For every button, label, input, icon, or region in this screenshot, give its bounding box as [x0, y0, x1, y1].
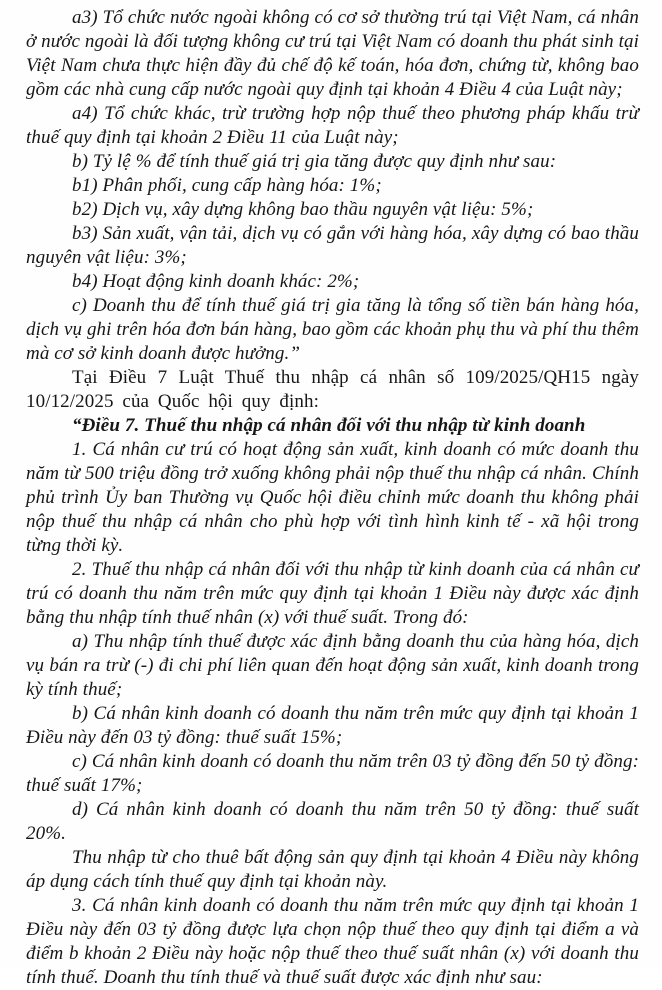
paragraph-b4: b4) Hoạt động kinh doanh khác: 2%;: [72, 271, 360, 292]
paragraph-khoan-2: 2. Thuế thu nhập cá nhân đối với thu nhập từ kinh doanh của cá nhân cư trú có doanh thu năm trên mức quy định tại khoản 1 Điều này được xác định bằng thu nhập tính thuế nhân (x) với thuế suất. Trong đó:: [26, 559, 639, 628]
paragraph-khoan-2a: a) Thu nhập tính thuế được xác định bằng doanh thu của hàng hóa, dịch vụ bán ra trừ (-) đi chi phí liên quan đến hoạt động sản xuất, kinh doanh trong kỳ tính thuế;: [26, 631, 639, 700]
paragraph-khoan-2c: c) Cá nhân kinh doanh có doanh thu năm trên 03 tỷ đồng đến 50 tỷ đồng: thuế suất 17%;: [26, 751, 639, 796]
paragraph-c: c) Doanh thu để tính thuế giá trị gia tăng là tổng số tiền bán hàng hóa, dịch vụ ghi trên hóa đơn bán hàng, bao gồm các khoản phụ thu và phí thu thêm mà cơ sở kinh doanh được hưởng.”: [26, 295, 639, 364]
paragraph-a3: a3) Tổ chức nước ngoài không có cơ sở thường trú tại Việt Nam, cá nhân ở nước ngoài là đối tượng không cư trú tại Việt Nam có doanh thu phát sinh tại Việt Nam chưa thực hiện đầy đủ chế độ kế toán, hóa đơn, chứng từ, không bao gồm các nhà cung cấp nước ngoài quy định tại khoản 4 Điều 4 của Luật này;: [26, 7, 639, 100]
paragraph-b: b) Tỷ lệ % để tính thuế giá trị gia tăng được quy định như sau:: [72, 151, 557, 172]
paragraph-khoan-2b: b) Cá nhân kinh doanh có doanh thu năm trên mức quy định tại khoản 1 Điều này đến 03 tỷ đồng: thuế suất 15%;: [26, 703, 639, 748]
paragraph-intro-dieu-7: Tại Điều 7 Luật Thuế thu nhập cá nhân số 109/2025/QH15 ngày 10/12/2025 của Quốc hội quy định:: [26, 367, 639, 412]
paragraph-khoan-3: 3. Cá nhân kinh doanh có doanh thu năm trên mức quy định tại khoản 1 Điều này đến 03 tỷ đồng được lựa chọn nộp thuế theo quy định tại điểm a và điểm b khoản 2 Điều này hoặc nộp thuế theo thuế suất nhân (x) với doanh thu tính thuế. Doanh thu tính thuế và thuế suất được xác định như sau:: [26, 895, 639, 988]
paragraph-b3: b3) Sản xuất, vận tải, dịch vụ có gắn với hàng hóa, xây dựng có bao thầu nguyên vật liệu: 3%;: [26, 223, 639, 268]
heading-dieu-7: “Điều 7. Thuế thu nhập cá nhân đối với thu nhập từ kinh doanh: [72, 415, 586, 436]
paragraph-khoan-1: 1. Cá nhân cư trú có hoạt động sản xuất, kinh doanh có mức doanh thu năm từ 500 triệu đồng trở xuống không phải nộp thuế thu nhập cá nhân. Chính phủ trình Ủy ban Thường vụ Quốc hội điều chỉnh mức doanh thu không phải nộp thuế thu nhập cá nhân cho phù hợp với tình hình kinh tế - xã hội trong từng thời kỳ.: [26, 439, 639, 556]
paragraph-b1: b1) Phân phối, cung cấp hàng hóa: 1%;: [72, 175, 382, 196]
paragraph-a4: a4) Tổ chức khác, trừ trường hợp nộp thuế theo phương pháp khấu trừ thuế quy định tại khoản 2 Điều 11 của Luật này;: [26, 103, 639, 148]
paragraph-khoan-2-note: Thu nhập từ cho thuê bất động sản quy định tại khoản 4 Điều này không áp dụng cách tính thuế quy định tại khoản này.: [26, 847, 639, 892]
paragraph-khoan-2d: d) Cá nhân kinh doanh có doanh thu năm trên 50 tỷ đồng: thuế suất 20%.: [26, 799, 639, 844]
paragraph-b2: b2) Dịch vụ, xây dựng không bao thầu nguyên vật liệu: 5%;: [72, 199, 534, 220]
